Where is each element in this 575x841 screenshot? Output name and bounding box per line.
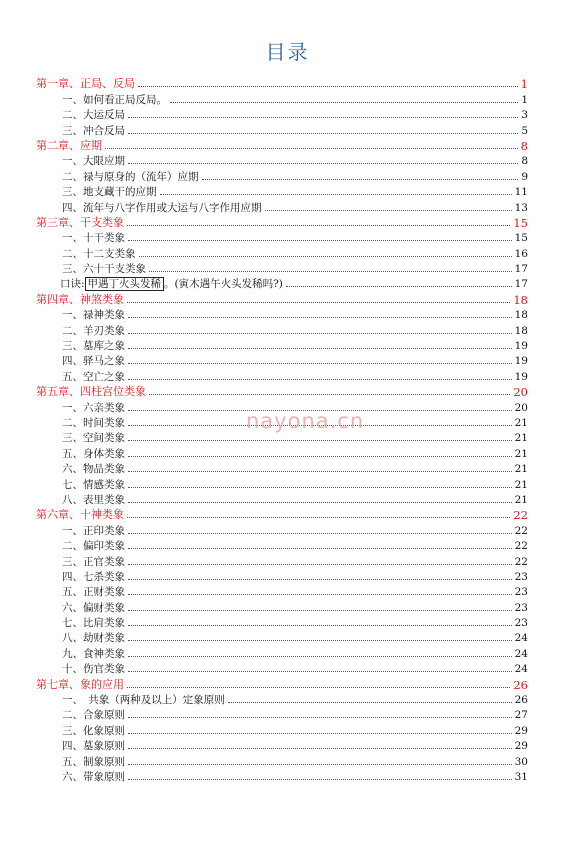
toc-entry-row[interactable] bbox=[36, 122, 528, 137]
toc-chapter-row[interactable] bbox=[36, 384, 528, 399]
toc-entry-label: 一、禄神类象 bbox=[62, 309, 125, 322]
dot-leader bbox=[127, 301, 510, 303]
toc-entry-row[interactable] bbox=[36, 692, 528, 707]
toc-entry-label: 第三章、干支类象 bbox=[36, 215, 124, 229]
dot-leader bbox=[128, 624, 512, 626]
toc-entry-label: 六、物品类象 bbox=[62, 463, 125, 476]
toc-entry-label: 八、表里类象 bbox=[62, 493, 125, 506]
page-number: 5 bbox=[521, 124, 528, 137]
dot-leader bbox=[286, 285, 512, 287]
dot-leader bbox=[128, 778, 512, 780]
toc-entry-row[interactable] bbox=[36, 569, 528, 584]
page-number: 20 bbox=[514, 401, 528, 414]
toc-entry-label: 三、空间类象 bbox=[62, 432, 125, 445]
toc-entry-row[interactable] bbox=[36, 322, 528, 337]
page-number: 11 bbox=[514, 186, 528, 199]
toc-entry-label: 六、带象原则 bbox=[62, 770, 125, 783]
toc-entry-row[interactable] bbox=[36, 91, 528, 106]
toc-entry-label: 二、羊刃类象 bbox=[62, 324, 125, 337]
page-number: 3 bbox=[521, 109, 528, 122]
page-number: 21 bbox=[514, 416, 528, 429]
toc-entry-label: 三、六十干支类象 bbox=[62, 263, 146, 276]
dot-leader bbox=[128, 116, 518, 118]
toc-entry-row[interactable] bbox=[36, 276, 528, 291]
toc-entry-row[interactable] bbox=[36, 107, 528, 122]
page-number: 20 bbox=[513, 385, 528, 400]
dot-leader bbox=[128, 316, 512, 318]
toc-entry-label: 四、七杀类象 bbox=[62, 570, 125, 583]
dot-leader bbox=[128, 239, 512, 241]
toc-entry-label: 七、情感类象 bbox=[62, 478, 125, 491]
dot-leader bbox=[128, 609, 512, 611]
dot-leader bbox=[149, 393, 510, 395]
dot-leader bbox=[160, 193, 512, 195]
toc-entry-row[interactable] bbox=[36, 599, 528, 614]
mnemonic-prefix: 口诀: bbox=[60, 278, 85, 291]
dot-leader bbox=[128, 732, 512, 734]
page-number: 22 bbox=[514, 540, 528, 553]
dot-leader bbox=[128, 763, 512, 765]
dot-leader bbox=[128, 470, 512, 472]
toc-entry-row[interactable] bbox=[36, 553, 528, 568]
page-number: 29 bbox=[514, 740, 528, 753]
toc-entry-label: 二、禄与原身的（流年）应期 bbox=[62, 170, 199, 183]
toc-entry-row[interactable] bbox=[36, 645, 528, 660]
toc-entry-row[interactable] bbox=[36, 199, 528, 214]
page-number: 21 bbox=[514, 447, 528, 460]
page-number: 23 bbox=[514, 570, 528, 583]
toc-entry-label: 一、 共象（两种及以上）定象原则 bbox=[62, 694, 225, 707]
page-number: 31 bbox=[514, 770, 528, 783]
page-number: 21 bbox=[514, 493, 528, 506]
toc-entry-row[interactable] bbox=[36, 168, 528, 183]
page-number: 17 bbox=[514, 263, 528, 276]
page-number: 19 bbox=[514, 370, 528, 383]
dot-leader bbox=[228, 701, 512, 703]
toc-entry-label: 一、十干类象 bbox=[62, 232, 125, 245]
toc-entry-row[interactable] bbox=[36, 492, 528, 507]
toc-entry-label: 五、制象原则 bbox=[62, 755, 125, 768]
toc-entry-label: 五、身体类象 bbox=[62, 447, 125, 460]
page-number: 27 bbox=[514, 709, 528, 722]
dot-leader bbox=[128, 670, 512, 672]
toc-entry-row[interactable] bbox=[36, 630, 528, 645]
page-number: 21 bbox=[514, 463, 528, 476]
page-number: 23 bbox=[514, 617, 528, 630]
toc-entry-label: 六、偏财类象 bbox=[62, 601, 125, 614]
dot-leader bbox=[128, 501, 512, 503]
toc-entry-row[interactable] bbox=[36, 230, 528, 245]
toc-entry-label: 九、食神类象 bbox=[62, 647, 125, 660]
dot-leader bbox=[265, 209, 512, 211]
toc-entry-label: 二、大运反局 bbox=[62, 109, 125, 122]
toc-chapter-row[interactable] bbox=[36, 291, 528, 306]
toc-chapter-row[interactable] bbox=[36, 76, 528, 91]
dot-leader bbox=[149, 270, 512, 272]
toc-entry-label: 一、大限应期 bbox=[62, 155, 125, 168]
toc-chapter-row[interactable] bbox=[36, 507, 528, 522]
mnemonic-suffix: 。(寅木遇午火头发稀吗?) bbox=[164, 278, 283, 291]
toc-entry-label: 一、正印类象 bbox=[62, 524, 125, 537]
page-number: 26 bbox=[514, 694, 528, 707]
dot-leader bbox=[128, 132, 518, 134]
dot-leader bbox=[128, 593, 512, 595]
toc-entry-label: 二、偏印类象 bbox=[62, 540, 125, 553]
toc-entry-label: 二、十二支类象 bbox=[62, 247, 136, 260]
dot-leader bbox=[128, 362, 512, 364]
page-number: 19 bbox=[514, 340, 528, 353]
dot-leader bbox=[105, 147, 518, 149]
dot-leader bbox=[128, 439, 512, 441]
toc-entry-label: 二、合象原则 bbox=[62, 709, 125, 722]
page-number: 9 bbox=[521, 170, 528, 183]
dot-leader bbox=[139, 255, 512, 257]
dot-leader bbox=[128, 455, 512, 457]
page-number: 1 bbox=[520, 77, 528, 92]
toc-entry-row[interactable] bbox=[36, 184, 528, 199]
dot-leader bbox=[128, 716, 512, 718]
toc-entry-label: 第二章、应期 bbox=[36, 138, 102, 152]
page-number: 22 bbox=[514, 555, 528, 568]
toc-entry-label: 三、墓库之象 bbox=[62, 340, 125, 353]
page-number: 13 bbox=[514, 201, 528, 214]
page-number: 1 bbox=[521, 93, 528, 106]
dot-leader bbox=[128, 532, 512, 534]
dot-leader bbox=[128, 747, 512, 749]
page-number: 22 bbox=[514, 524, 528, 537]
page-number: 8 bbox=[520, 138, 528, 153]
dot-leader bbox=[128, 563, 512, 565]
toc-entry-label: 第四章、神煞类象 bbox=[36, 292, 124, 306]
toc-entry-label: 八、劫财类象 bbox=[62, 632, 125, 645]
toc-entry-row[interactable] bbox=[36, 461, 528, 476]
dot-leader bbox=[170, 101, 518, 103]
toc-entry-label: 三、地支藏干的应期 bbox=[62, 186, 157, 199]
toc-entry-row[interactable] bbox=[36, 261, 528, 276]
watermark: nayona.cn bbox=[246, 409, 365, 433]
toc-entry-row[interactable] bbox=[36, 445, 528, 460]
page-number: 30 bbox=[514, 755, 528, 768]
toc-entry-row[interactable] bbox=[36, 245, 528, 260]
toc-entry-row[interactable] bbox=[36, 753, 528, 768]
toc-entry-row[interactable] bbox=[36, 153, 528, 168]
toc-entry-label: 三、化象原则 bbox=[62, 724, 125, 737]
page-number: 19 bbox=[514, 355, 528, 368]
toc-entry-row[interactable] bbox=[36, 707, 528, 722]
toc-entry-label: 四、流年与八字作用或大运与八字作用应期 bbox=[62, 201, 262, 214]
toc-entry-label: 三、冲合反局 bbox=[62, 124, 125, 137]
toc-entry-row[interactable] bbox=[36, 769, 528, 784]
toc-entry-row[interactable] bbox=[36, 368, 528, 383]
dot-leader bbox=[128, 547, 512, 549]
page-number: 29 bbox=[514, 724, 528, 737]
page-number: 8 bbox=[521, 155, 528, 168]
toc-entry-label: 第七章、象的应用 bbox=[36, 677, 124, 691]
toc-entry-row[interactable] bbox=[36, 722, 528, 737]
page-number: 16 bbox=[514, 247, 528, 260]
toc-entry-label: 二、时间类象 bbox=[62, 416, 125, 429]
toc-entry-label: 三、正官类象 bbox=[62, 555, 125, 568]
page-number: 17 bbox=[514, 278, 528, 291]
page-number: 18 bbox=[513, 292, 528, 307]
toc-entry-row[interactable] bbox=[36, 738, 528, 753]
dot-leader bbox=[128, 578, 512, 580]
dot-leader bbox=[128, 639, 512, 641]
toc-entry-label: 四、驿马之象 bbox=[62, 355, 125, 368]
dot-leader bbox=[127, 516, 510, 518]
toc-entry-label: 十、伤官类象 bbox=[62, 663, 125, 676]
toc-entry-label bbox=[36, 277, 283, 291]
mnemonic-boxed-text: 甲遇丁火头发稀 bbox=[85, 277, 165, 291]
page-number: 26 bbox=[513, 677, 528, 692]
toc-entry-row[interactable] bbox=[36, 615, 528, 630]
toc-entry-label: 第一章、正局、反局 bbox=[36, 77, 135, 91]
toc-entry-row[interactable] bbox=[36, 538, 528, 553]
toc-entry-row[interactable] bbox=[36, 661, 528, 676]
dot-leader bbox=[202, 178, 519, 180]
page-number: 21 bbox=[514, 432, 528, 445]
toc-entry-label: 四、墓象原则 bbox=[62, 740, 125, 753]
toc-chapter-row[interactable] bbox=[36, 138, 528, 153]
toc-entry-row[interactable] bbox=[36, 584, 528, 599]
toc-chapter-row[interactable] bbox=[36, 676, 528, 691]
toc-entry-label: 五、空亡之象 bbox=[62, 370, 125, 383]
page-number: 18 bbox=[514, 309, 528, 322]
toc-entry-row[interactable] bbox=[36, 353, 528, 368]
dot-leader bbox=[127, 224, 510, 226]
page-number: 18 bbox=[514, 324, 528, 337]
toc-entry-row[interactable] bbox=[36, 476, 528, 491]
dot-leader bbox=[128, 347, 512, 349]
page-number: 15 bbox=[513, 215, 528, 230]
page-number: 15 bbox=[514, 232, 528, 245]
page-number: 23 bbox=[514, 586, 528, 599]
dot-leader bbox=[128, 378, 512, 380]
dot-leader bbox=[128, 332, 512, 334]
page-number: 24 bbox=[514, 647, 528, 660]
dot-leader bbox=[138, 85, 518, 87]
page-number: 22 bbox=[513, 508, 528, 523]
page-number: 23 bbox=[514, 601, 528, 614]
dot-leader bbox=[128, 162, 518, 164]
page-number: 24 bbox=[514, 663, 528, 676]
dot-leader bbox=[128, 486, 512, 488]
dot-leader bbox=[127, 686, 510, 688]
toc-entry-row[interactable] bbox=[36, 307, 528, 322]
toc-entry-label: 一、如何看正局反局。 bbox=[62, 93, 167, 106]
toc-entry-label: 五、正财类象 bbox=[62, 586, 125, 599]
toc-entry-label: 第六章、十神类象 bbox=[36, 508, 124, 522]
toc-entry-label: 第五章、四柱宫位类象 bbox=[36, 385, 146, 399]
toc-entry-label: 七、比肩类象 bbox=[62, 617, 125, 630]
toc-chapter-row[interactable] bbox=[36, 215, 528, 230]
page-title: 目录 bbox=[265, 40, 310, 64]
page-number: 21 bbox=[514, 478, 528, 491]
page-number: 24 bbox=[514, 632, 528, 645]
dot-leader bbox=[128, 655, 512, 657]
toc-entry-row[interactable] bbox=[36, 338, 528, 353]
toc-entry-row[interactable] bbox=[36, 522, 528, 537]
toc-entry-label: 一、六亲类象 bbox=[62, 401, 125, 414]
